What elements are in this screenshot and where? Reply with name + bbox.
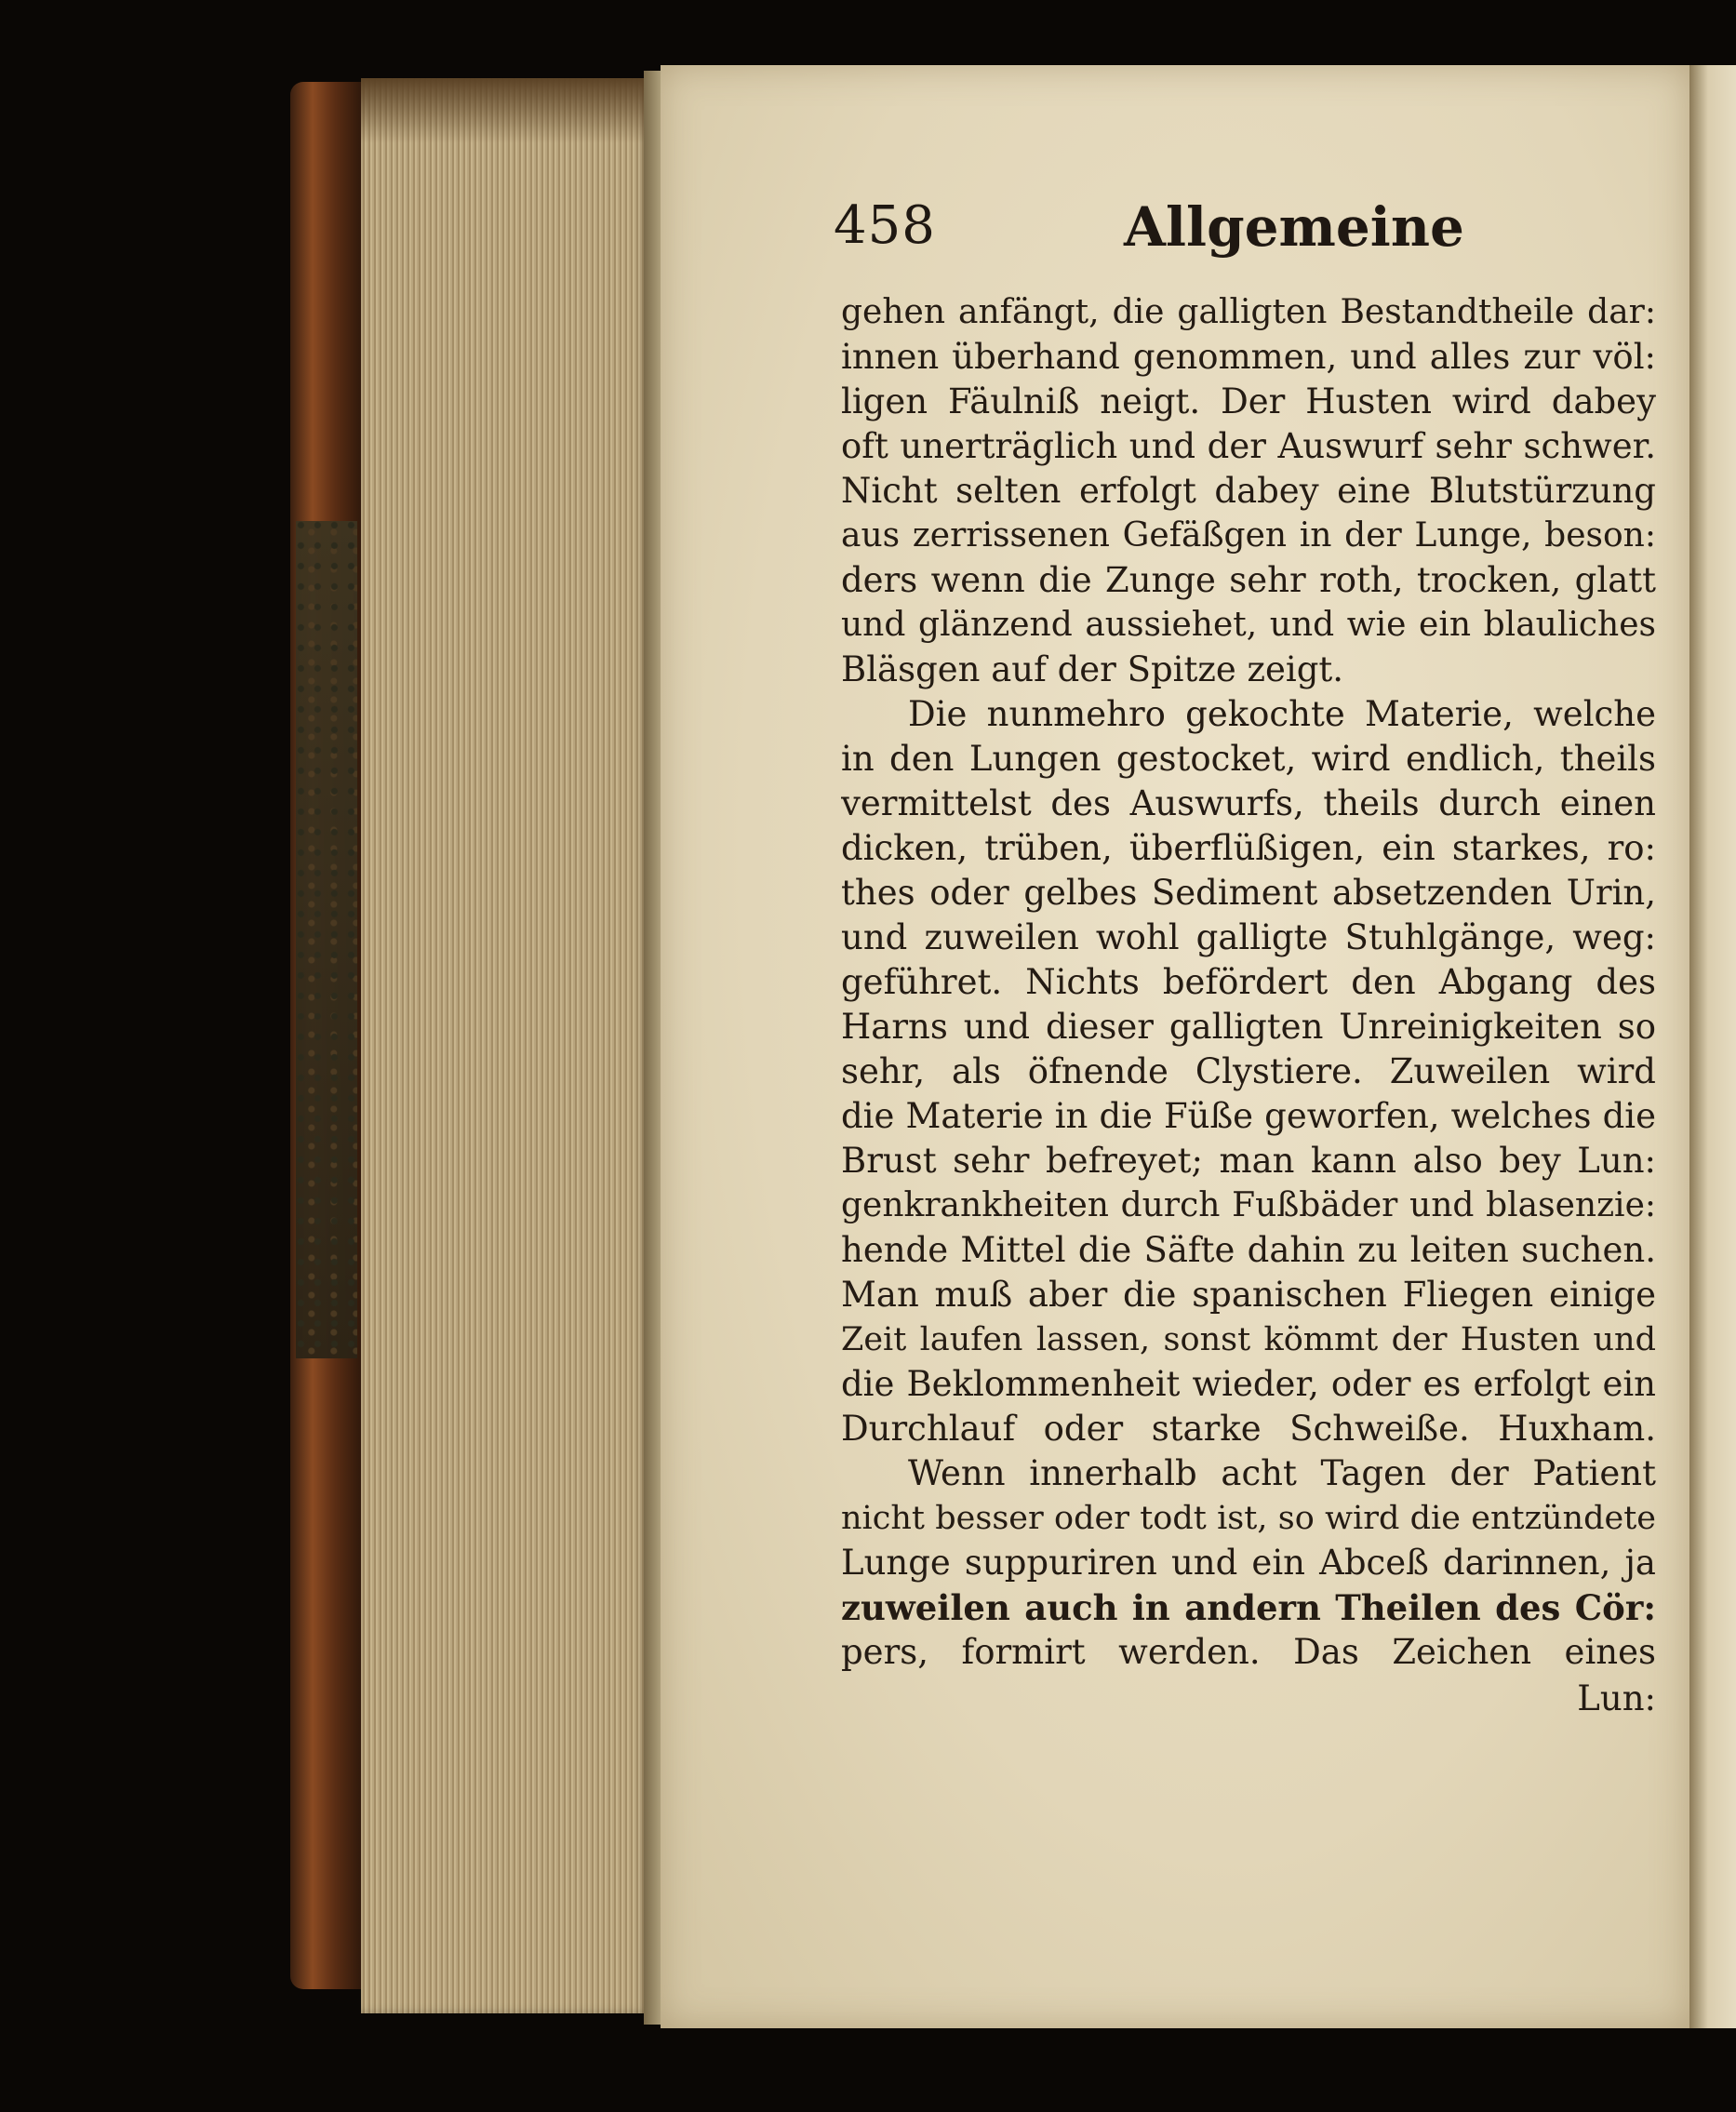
text-line: Brust sehr befreyet; man kann also bey Lun: (841, 1141, 1656, 1181)
text-line: pers, formirt werden. Das Zeichen eines (841, 1632, 1656, 1672)
page-block-edges (361, 78, 649, 2013)
text-line: Zeit laufen lassen, sonst kömmt der Husten und (841, 1321, 1656, 1358)
text-line: Harns und dieser galligten Unreinigkeiten so (841, 1007, 1656, 1047)
text-line: Durchlauf oder starke Schweiße. Huxham. (841, 1409, 1656, 1449)
marbled-cover (296, 521, 357, 1358)
text-line: und glänzend aussiehet, und wie ein blauliches (841, 606, 1656, 644)
text-line: die Beklommenheit wieder, oder es erfolgt ein (841, 1364, 1656, 1404)
text-line: genkrankheiten durch Fußbäder und blasenzie: (841, 1186, 1656, 1224)
text-line: geführet. Nichts befördert den Abgang des (841, 962, 1656, 1002)
text-line: ders wenn die Zunge sehr roth, trocken, glatt (841, 560, 1656, 600)
text-line: hende Mittel die Säfte dahin zu leiten suchen. (841, 1230, 1656, 1270)
text-line: Lunge suppuriren und ein Abceß darinnen, ja (841, 1543, 1656, 1583)
text-line: zuweilen auch in andern Theilen des Cör: (841, 1587, 1656, 1628)
paragraph-start: Die nunmehro gekochte Materie, welche (908, 694, 1656, 734)
text-line: Man muß aber die spanischen Fliegen einige (841, 1275, 1656, 1315)
facing-page-edge (1689, 65, 1736, 2028)
text-line: aus zerrissenen Gefäßgen in der Lunge, beson: (841, 516, 1656, 555)
text-line: thes oder gelbes Sediment absetzenden Urin, (841, 873, 1656, 913)
text-line: dicken, trüben, überflüßigen, ein starkes, ro: (841, 828, 1656, 868)
text-line: in den Lungen gestocket, wird endlich, theils (841, 739, 1656, 779)
running-head: Allgemeine (1124, 195, 1464, 259)
text-line: innen überhand genommen, und alles zur völ: (841, 337, 1656, 377)
text-line: nicht besser oder todt ist, so wird die entzündete (841, 1500, 1656, 1537)
catchword: Lun: (1577, 1678, 1656, 1718)
text-line: Nicht selten erfolgt dabey eine Blutstürzung (841, 471, 1656, 511)
text-line: die Materie in die Füße geworfen, welches die (841, 1096, 1656, 1136)
text-line: Bläsgen auf der Spitze zeigt. (841, 649, 1344, 689)
text-line: und zuweilen wohl galligte Stuhlgänge, weg: (841, 917, 1656, 957)
text-line: gehen anfängt, die galligten Bestandtheile dar: (841, 293, 1656, 331)
body-text (841, 290, 1656, 1675)
page-number: 458 (834, 195, 936, 256)
text-line: sehr, als öfnende Clystiere. Zuweilen wird (841, 1051, 1656, 1091)
page-header (834, 195, 1652, 261)
paragraph-start: Wenn innerhalb acht Tagen der Patient (908, 1453, 1656, 1493)
text-line: ligen Fäulniß neigt. Der Husten wird dabey (841, 381, 1656, 421)
text-line: oft unerträglich und der Auswurf sehr schwer. (841, 426, 1656, 466)
text-line: vermittelst des Auswurfs, theils durch einen (841, 783, 1656, 823)
